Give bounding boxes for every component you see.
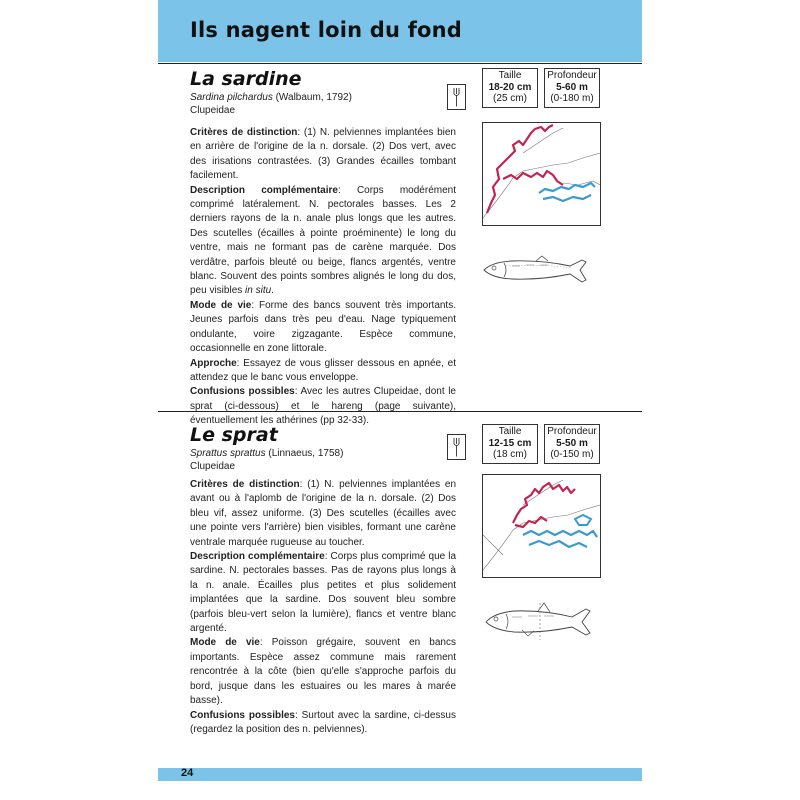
range-map (482, 474, 601, 578)
page-title: Ils nagent loin du fond (190, 18, 463, 42)
species-description: Critères de distinction: (1) N. pelviennes implantées bien en arrière de l'origine de la n. dorsale. (2) Dos vert, avec des irisations contrastées. (3) Grandes écailles tombant facilement. Description complémentaire: Corps modérément comprimé latéralement. N. pectorales basses. Les 2 derniers rayons de la n. anale plus longs que les autres. Des scutelles (écailles à pointe proéminente) le long du ventre, mais ne formant pas de carène marquée. Dos verdâtre, parfois bleuté ou beige, flancs argentés, ventre blanc. Souvent des points sombres alignés le long du dos, peu visibles in situ. Mode de vie: Forme des bancs souvent très importants. Jeunes parfois dans très peu d'eau. Nage typiquement ondulante, voire zigzagante. Espèce commune, occasionnelle en zone littorale. Approche: Essayez de vous glisser dessous en apnée, et attendez que le banc vous enveloppe. Confusions possibles: Avec les autres Clupeidae, dont le sprat (ci-dessous) et le hareng (page suivante), éventuellement les athérines (pp 32-33). (190, 127, 456, 427)
family-name: Clupeidae (190, 105, 236, 116)
page-footer (158, 768, 642, 781)
section-divider (158, 63, 642, 64)
depth-box: Profondeur 5-50 m (0-150 m) (544, 424, 600, 464)
page-header (158, 0, 642, 62)
size-box: Taille 18-20 cm (25 cm) (482, 68, 538, 108)
page-number: 24 (181, 767, 194, 779)
fork-icon (447, 434, 466, 460)
species-name: Le sprat (190, 424, 278, 446)
fish-illustration (482, 254, 598, 293)
range-map (482, 122, 601, 226)
depth-box: Profondeur 5-60 m (0-180 m) (544, 68, 600, 108)
scientific-name: Sprattus sprattus (Linnaeus, 1758) (190, 448, 344, 459)
section-divider (158, 411, 642, 412)
species-description: Critères de distinction: (1) N. pelviennes implantées en avant ou à l'aplomb de l'origine de la n. dorsale. (2) Dos bleu vif, assez uniforme. (3) Des scutelles (écailles avec une pointe vers l'arrière) bien visibles, formant une carène ventrale marquée rugueuse au toucher. Description complémentaire: Corps plus comprimé que la sardine. N. pectorales basses. Pas de rayons plus longs à la n. anale. Écailles plus petites et plus solidement implantées que la sardine. Dos souvent bleu sombre (parfois bleu-vert selon la lumière), flancs et ventre blanc argenté. Mode de vie: Poisson grégaire, souvent en bancs importants. Espèce assez commune mais rarement rencontrée à la côte (bien qu'elle s'approche parfois du bord, jusque dans les estuaires ou les mares à marée basse). Confusions possibles: Surtout avec la sardine, ci-dessus (regardez la position des n. pelviennes). (190, 479, 457, 735)
size-box: Taille 12-15 cm (18 cm) (482, 424, 538, 464)
fish-illustration (482, 600, 602, 647)
fork-icon (447, 84, 466, 110)
family-name: Clupeidae (190, 461, 236, 472)
scientific-name: Sardina pilchardus (Walbaum, 1792) (190, 92, 352, 103)
species-name: La sardine (190, 68, 302, 90)
